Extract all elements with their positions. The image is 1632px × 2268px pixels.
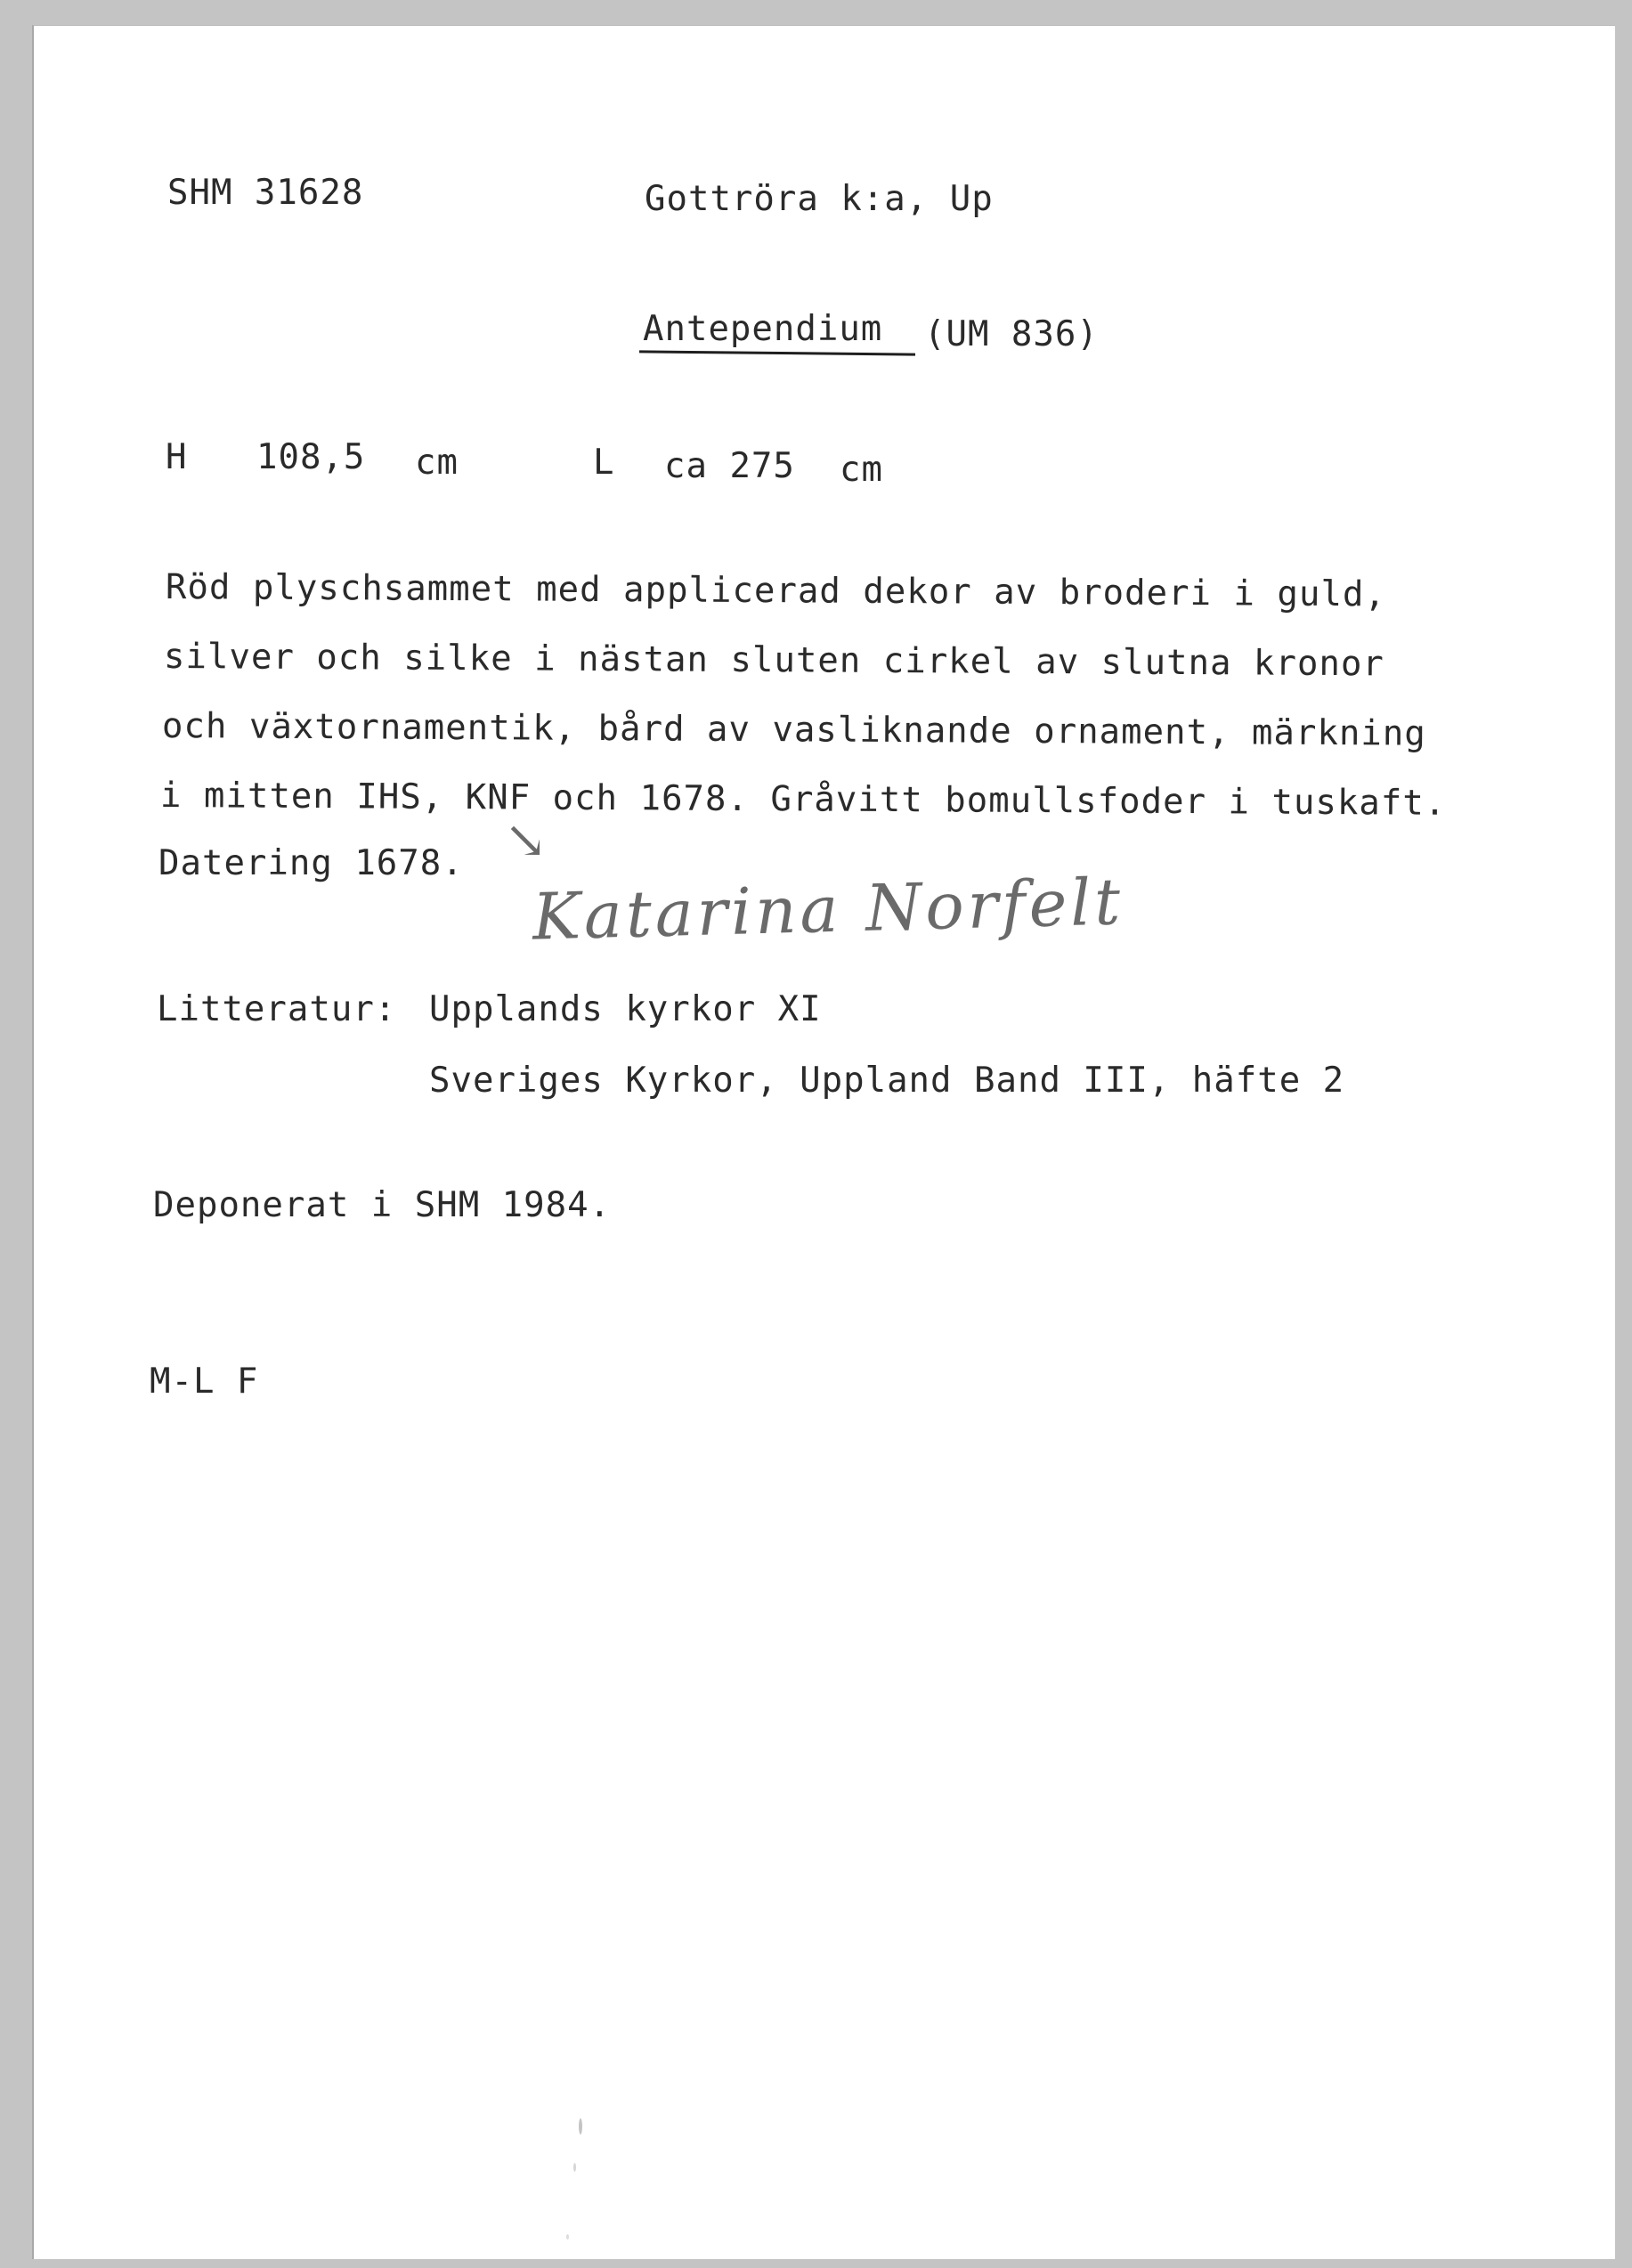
- length-unit: cm: [840, 450, 883, 490]
- length-value: ca 275: [664, 446, 795, 486]
- catalog-number: SHM 31628: [167, 173, 364, 213]
- scan-speck: [579, 2118, 582, 2134]
- height-value: 108,5: [256, 437, 366, 477]
- object-type-underline: [639, 350, 915, 355]
- handwritten-name: Katarina Norfelt: [532, 864, 1125, 955]
- annotation-arrow: ↘: [504, 809, 551, 870]
- scan-speck: [573, 2163, 576, 2172]
- height-label: H: [166, 437, 188, 477]
- description-line: silver och silke i nästan sluten cirkel av slutna kronor: [163, 637, 1385, 685]
- literature-entry: Upplands kyrkor XI: [429, 989, 822, 1029]
- description-line: och växtornamentik, bård av vasliknande ornament, märkning: [161, 706, 1426, 754]
- literature-label: Litteratur:: [157, 989, 397, 1029]
- description-line: i mitten IHS, KNF och 1678. Gråvitt bomullsfoder i tuskaft.: [159, 776, 1447, 824]
- object-type: Antependium: [643, 309, 883, 349]
- length-label: L: [593, 443, 615, 483]
- index-card: [32, 25, 1615, 2259]
- literature-entry: Sveriges Kyrkor, Uppland Band III, häfte 2: [429, 1061, 1345, 1101]
- description-line: Röd plyschsammet med applicerad dekor av broderi i guld,: [165, 567, 1387, 615]
- object-old-number: (UM 836): [924, 314, 1099, 354]
- location: Gottröra k:a, Up: [645, 179, 994, 219]
- deposit-note: Deponerat i SHM 1984.: [153, 1185, 612, 1225]
- description-line: Datering 1678.: [158, 843, 464, 883]
- height-unit: cm: [415, 443, 459, 483]
- initials-signature: M-L F: [150, 1362, 259, 1402]
- scan-speck: [566, 2234, 569, 2240]
